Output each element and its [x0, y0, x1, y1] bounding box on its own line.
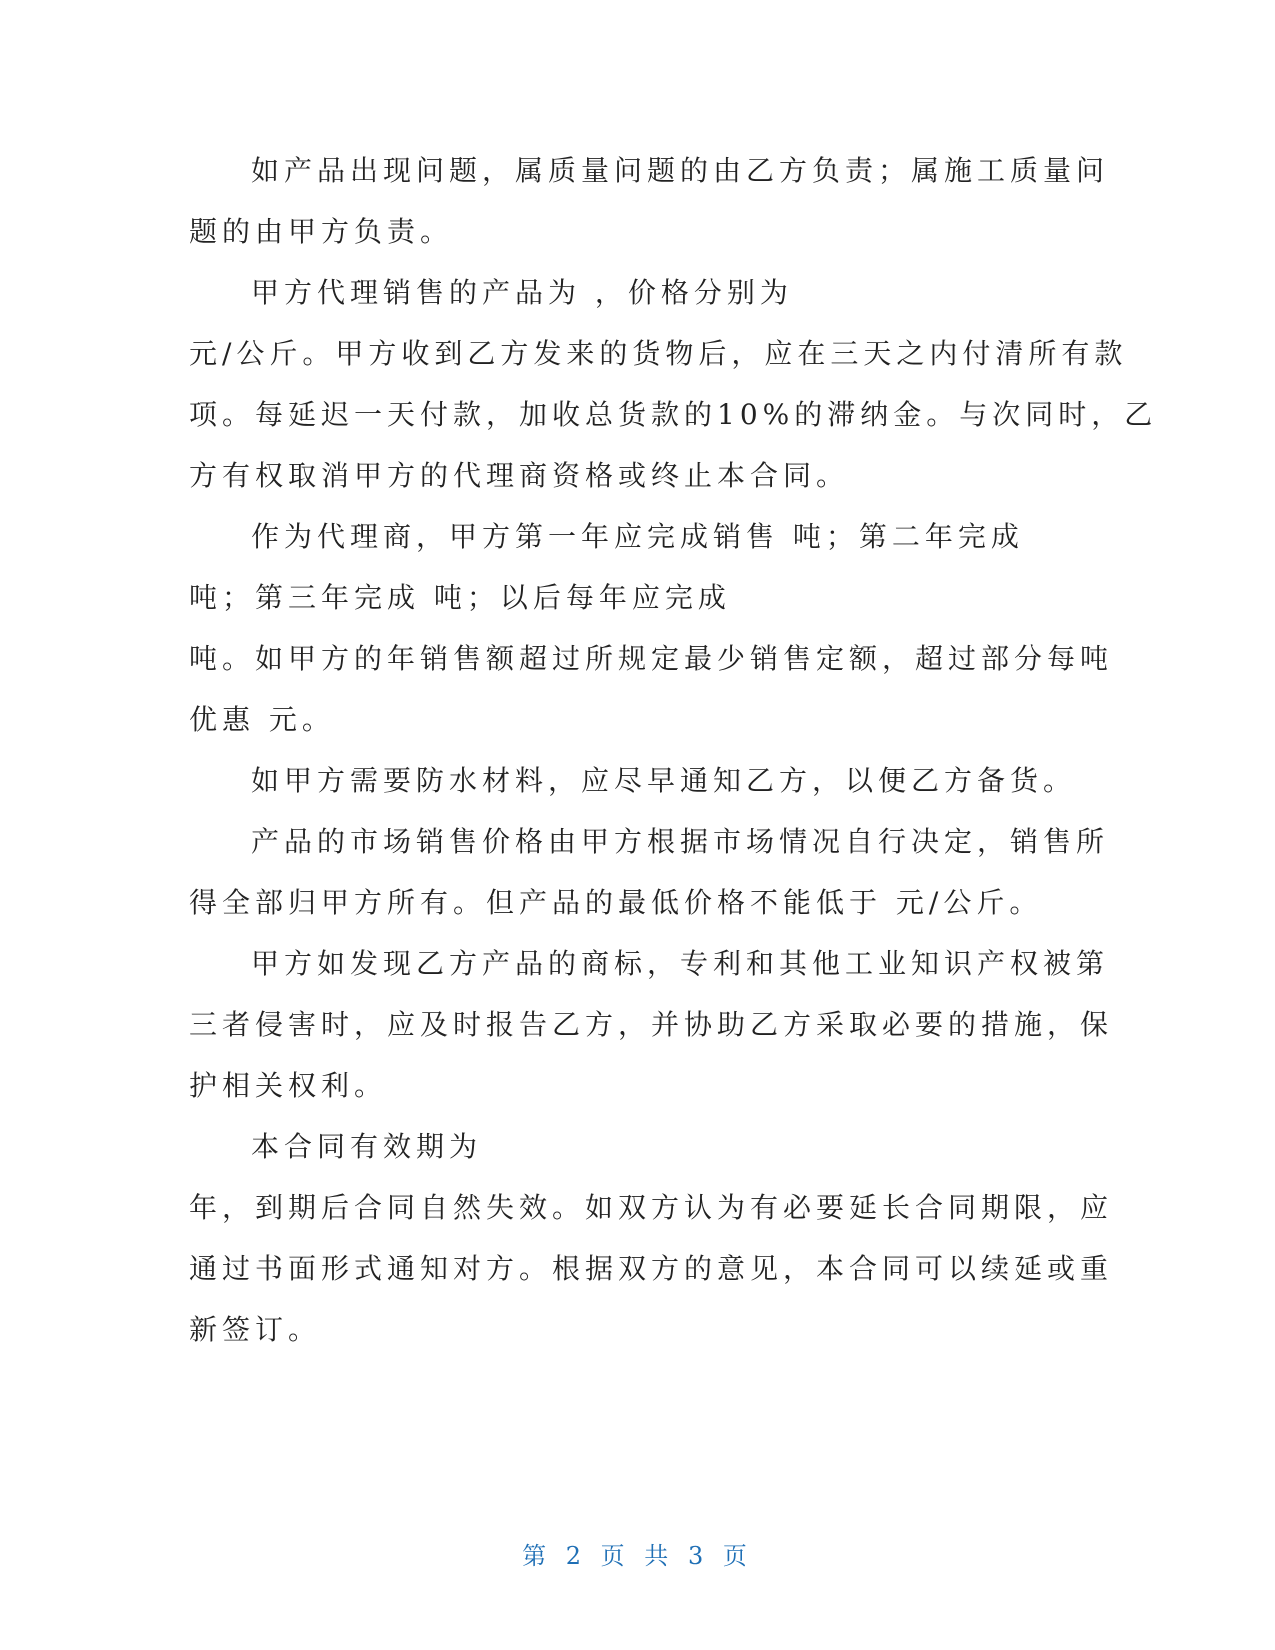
text-line: 作为代理商，甲方第一年应完成销售 吨；第二年完成: [251, 520, 1024, 553]
document-body: [189, 140, 1158, 1360]
text-line: 甲方代理销售的产品为 ，价格分别为: [251, 276, 793, 309]
text-line: 得全部归甲方所有。但产品的最低价格不能低于 元/公斤。: [189, 886, 1043, 919]
text-line: 年，到期后合同自然失效。如双方认为有必要延长合同期限，应: [189, 1191, 1114, 1224]
text-line: 吨。如甲方的年销售额超过所规定最少销售定额，超过部分每吨: [189, 642, 1114, 675]
text-line: 题的由甲方负责。: [189, 215, 454, 248]
text-line: 如甲方需要防水材料，应尽早通知乙方，以便乙方备货。: [251, 764, 1077, 797]
text-line: 新签订。: [189, 1313, 322, 1346]
text-line: 项。每延迟一天付款，加收总货款的10%的滞纳金。与次同时，乙: [189, 398, 1158, 431]
text-line: 如产品出现问题，属质量问题的由乙方负责；属施工质量问: [251, 154, 1110, 187]
text-line: 三者侵害时，应及时报告乙方，并协助乙方采取必要的措施，保: [189, 1008, 1114, 1041]
text-line: 产品的市场销售价格由甲方根据市场情况自行决定，销售所: [251, 825, 1110, 858]
text-line: 优惠 元。: [189, 703, 335, 736]
text-line: 吨；第三年完成 吨；以后每年应完成: [189, 581, 731, 614]
text-line: 方有权取消甲方的代理商资格或终止本合同。: [189, 459, 850, 492]
text-line: 元/公斤。甲方收到乙方发来的货物后，应在三天之内付清所有款: [189, 337, 1128, 370]
text-line: 甲方如发现乙方产品的商标，专利和其他工业知识产权被第: [251, 947, 1110, 980]
text-line: 通过书面形式通知对方。根据双方的意见，本合同可以续延或重: [189, 1252, 1114, 1285]
text-line: 本合同有效期为: [251, 1130, 483, 1163]
text-line: 护相关权利。: [189, 1069, 388, 1102]
page-indicator: 第 2 页 共 3 页: [522, 1542, 753, 1570]
